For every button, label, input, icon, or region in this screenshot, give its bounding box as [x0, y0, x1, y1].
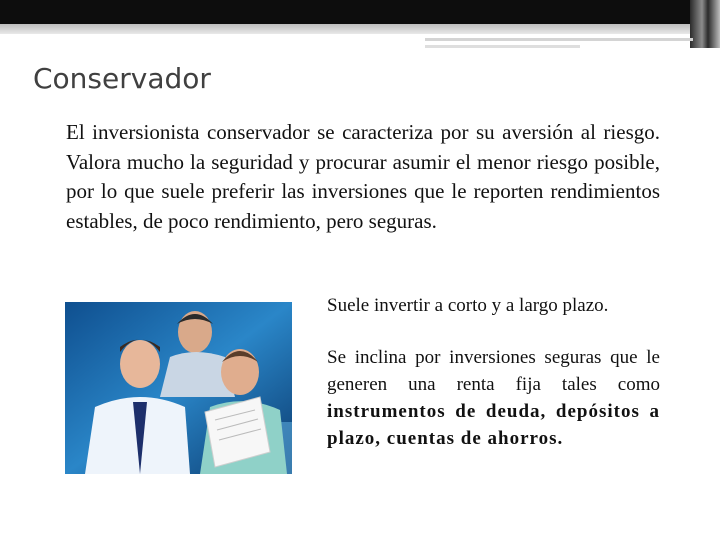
point-lead-text: Se inclina por inversiones seguras que le generen una renta fija tales como [327, 347, 660, 395]
decorative-line [425, 45, 580, 48]
top-right-accent [690, 0, 720, 48]
intro-paragraph: El inversionista conservador se caracteriza por su aversión al riesgo. Valora mucho la seguridad y procurar asumir el menor riesgo posible, por lo que suele preferir las inversiones que le reporten rendimientos estables, de poco rendimiento, pero seguras. [66, 120, 660, 233]
slide-title: Conservador [33, 62, 211, 95]
decorative-line [425, 38, 693, 41]
point-bold-instruments: instrumentos de deuda, depósitos a plazo, cuentas de ahorros. [327, 401, 660, 449]
point-short-long-term: Suele invertir a corto y a largo plazo. [327, 295, 609, 316]
top-decorative-bar [0, 0, 720, 24]
top-bar-shade [0, 24, 720, 34]
business-people-photo [65, 302, 292, 474]
right-column [327, 292, 660, 452]
point-safe-investments [327, 344, 660, 452]
